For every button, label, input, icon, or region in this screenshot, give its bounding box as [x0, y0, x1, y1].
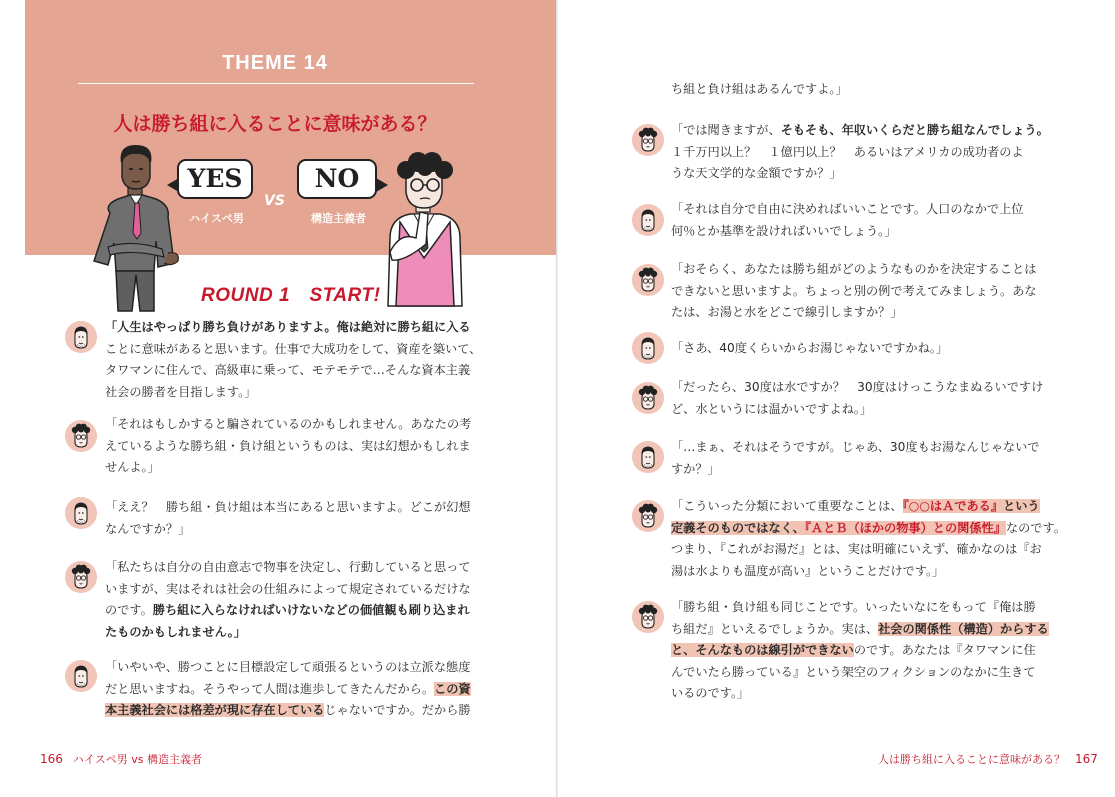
dialogue-turn — [671, 597, 1049, 705]
dialogue-line: 「だったら、30度は水ですか？ 30度はけっこうなまぬるいですけ — [671, 380, 1044, 394]
man-avatar-icon — [632, 204, 664, 236]
dialogue-turn — [671, 120, 1049, 185]
dialogue-turn — [671, 377, 1043, 420]
dialogue-text: ち組だ』といえるでしょうか。実は、 — [671, 621, 879, 636]
dialogue-line: 「…まぁ、それはそうですが。じゃあ、30度もお湯なんじゃないで — [671, 440, 1040, 454]
dialogue-emphasis: そもそも、年収いくらだと勝ち組なんでしょう。 — [780, 123, 1049, 137]
nerd-avatar-icon — [65, 561, 97, 593]
dialogue-line: 「それは自分で自由に決めればいいことです。人口のなかで上位 — [671, 202, 1024, 216]
dialogue-line: できないと思いますよ。ちょっと別の例で考えてみましょう。あな — [671, 283, 1037, 298]
nerd-avatar-icon — [632, 500, 664, 532]
left-running-head: ハイスペ男 vs 構造主義者 — [72, 753, 203, 766]
dialogue-line: １千万円以上？ １億円以上？ あるいはアメリカの成功者のよ — [671, 144, 1024, 159]
dialogue-emphasis: 勝ち組に入らなければいけないなどの価値観も刷り込まれ — [152, 603, 470, 617]
no-bubble: NO — [297, 159, 377, 199]
dialogue-line: タワマンに住んで、高級車に乗って、モテモテで…そんな資本主義 — [105, 363, 471, 377]
dialogue-turn — [671, 496, 1066, 582]
dialogue-line: 社会の勝者を目指します。」 — [105, 384, 257, 399]
dialogue-highlight: 定義そのものではなく、 — [671, 520, 805, 535]
versus-label: VS — [264, 193, 285, 209]
dialogue-highlight: 『ＡとＢ（ほかの物事）との関係性』 — [804, 520, 1006, 535]
dialogue-text: 「では聞きますが、 — [671, 123, 781, 137]
dialogue-line: 「勝ち組・負け組も同じことです。いったいなにをもって『俺は勝 — [671, 600, 1036, 614]
dialogue-continuation — [671, 79, 848, 101]
left-folio — [40, 751, 202, 767]
dialogue-turn — [671, 259, 1037, 324]
man-avatar-icon — [65, 321, 97, 353]
man-avatar-icon — [632, 332, 664, 364]
dialogue-line: せんよ。」 — [105, 460, 160, 474]
dialogue-line: すか？」 — [671, 461, 720, 476]
dialogue-line: 「おそらく、あなたは勝ち組がどのようなものかを決定することは — [671, 262, 1037, 276]
dialogue-turn — [105, 414, 471, 479]
right-page-number: 167 — [1075, 752, 1098, 766]
structuralist-illustration — [370, 152, 480, 310]
theme-label: THEME 14 — [222, 52, 328, 74]
dialogue-text: 「こういった分類において重要なことは、 — [671, 499, 903, 513]
right-running-head: 人は勝ち組に入ることに意味がある？ — [878, 753, 1065, 766]
dialogue-turn — [105, 557, 471, 643]
dialogue-turn — [671, 338, 948, 360]
dialogue-line: いますが、実はそれは社会の仕組みによって規定されているだけな — [105, 581, 471, 596]
theme-question: 人は勝ち組に入ることに意味がある？ — [113, 113, 437, 135]
dialogue-text: のです。あなたは『タワマンに住 — [853, 643, 1036, 657]
dialogue-line: つまり、『これがお湯だ』とは、実は明確にいえず、確かなのは『お — [671, 542, 1042, 556]
role-structuralist: 構造主義者 — [311, 212, 366, 225]
dialogue-highlight: と、そんなものは線引ができない — [671, 643, 854, 657]
high-spec-man-illustration — [82, 143, 192, 313]
nerd-avatar-icon — [65, 420, 97, 452]
dialogue-line: なんですか？」 — [105, 521, 191, 536]
dialogue-highlight: 本主義社会には格差が現に存在している — [105, 703, 325, 717]
dialogue-text: のです。 — [105, 603, 153, 617]
dialogue-turn — [671, 199, 1023, 242]
dialogue-turn — [105, 317, 481, 403]
dialogue-text: なのです。 — [1005, 520, 1066, 535]
theme-divider — [78, 83, 474, 84]
book-gutter — [556, 0, 558, 797]
dialogue-turn — [671, 437, 1039, 480]
dialogue-line: 何％とか基準を設ければいいでしょう。」 — [671, 223, 897, 238]
dialogue-highlight: 『○○はＡである』 — [902, 499, 1004, 513]
dialogue-turn — [105, 657, 471, 722]
nerd-avatar-icon — [632, 264, 664, 296]
dialogue-highlight: 社会の関係性（構造）からする — [878, 621, 1049, 636]
nerd-avatar-icon — [632, 601, 664, 633]
left-page-number: 166 — [40, 752, 63, 766]
dialogue-line: ち組と負け組はあるんですよ。」 — [671, 82, 848, 96]
right-folio — [878, 751, 1098, 767]
man-avatar-icon — [65, 660, 97, 692]
man-avatar-icon — [632, 441, 664, 473]
dialogue-line: んでいたら勝っている』という架空のフィクションのなかに生きて — [671, 664, 1036, 679]
dialogue-line: えているような勝ち組・負け組というものは、実は幻想かもしれま — [105, 438, 471, 453]
dialogue-line: たものかもしれません。」 — [105, 624, 246, 639]
nerd-avatar-icon — [632, 382, 664, 414]
man-avatar-icon — [65, 497, 97, 529]
dialogue-line: 「いやいや、勝つことに目標設定して頑張るというのは立派な態度 — [105, 660, 471, 674]
round-start-label: ROUND 1 START! — [201, 285, 381, 306]
dialogue-line: ど、水というには温かいですよね。」 — [671, 401, 873, 416]
dialogue-line: 「人生はやっぱり勝ち負けがありますよ。俺は絶対に勝ち組に入る — [105, 320, 471, 334]
dialogue-line: 「私たちは自分の自由意志で物事を決定し、行動していると思って — [105, 560, 471, 574]
dialogue-line: 「ええ？ 勝ち組・負け組は本当にあると思いますよ。どこが幻想 — [105, 500, 471, 514]
dialogue-line: いるのです。」 — [671, 686, 750, 700]
yes-bubble: YES — [177, 159, 253, 199]
dialogue-line: ことに意味があると思います。仕事で大成功をして、資産を築いて、 — [105, 341, 482, 356]
role-high-spec-man: ハイスペ男 — [189, 212, 244, 225]
nerd-avatar-icon — [632, 124, 664, 156]
dialogue-line: たは、お湯と水をどこで線引しますか？」 — [671, 305, 903, 319]
dialogue-text: じゃないですか。だから勝 — [324, 703, 471, 717]
dialogue-line: 湯は水よりも温度が高い』ということだけです。」 — [671, 563, 945, 578]
dialogue-highlight: この資 — [434, 681, 471, 696]
dialogue-highlight: という — [1003, 499, 1040, 513]
dialogue-line: 「それはもしかすると騙されているのかもしれません。あなたの考 — [105, 417, 472, 431]
dialogue-text: だと思いますね。そうやって人間は進歩してきたんだから。 — [105, 681, 435, 696]
dialogue-line: 「さあ、40度くらいからお湯じゃないですかね。」 — [671, 341, 949, 355]
dialogue-turn — [105, 497, 471, 540]
dialogue-line: うな天文学的な金額ですか？」 — [671, 166, 842, 180]
